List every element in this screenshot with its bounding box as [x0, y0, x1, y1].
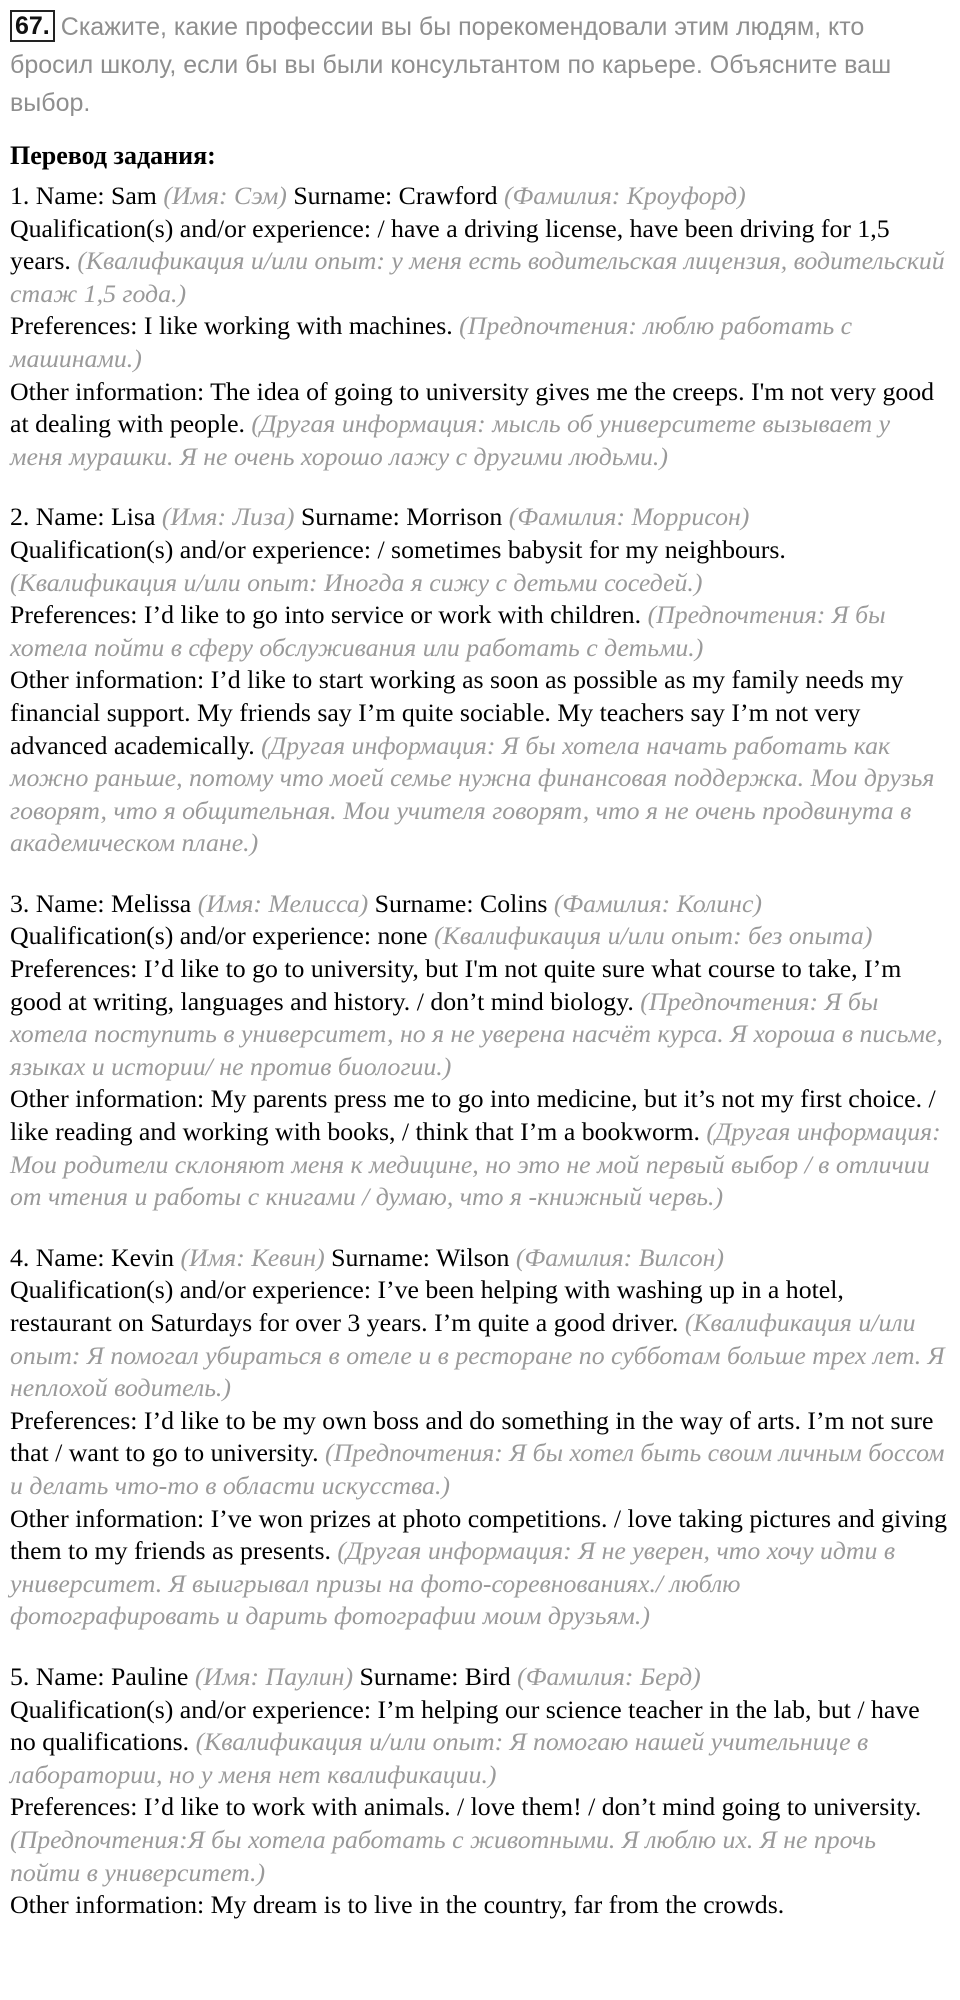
qualification-text: Qualification(s) and/or experience: I’ve been helping with washing up in a hotel, restaurant on Saturdays for over 3 years. I’m quite a good driver. — [10, 1275, 844, 1337]
other-info-text: Other information: My parents press me to go into medicine, but it’s not my first choice. / like reading and working with books, / think that I’m a bookworm. — [10, 1084, 936, 1147]
name-label: 2. Name: Lisa — [10, 502, 162, 532]
surname-translation: (Фамилия: Моррисон) — [508, 502, 750, 532]
preferences-translation: (Предпочтения: Я бы хотела пойти в сферу обслуживания или работать с детьми.) — [10, 600, 886, 662]
qualification-line — [10, 920, 952, 953]
name-line — [10, 888, 952, 921]
qualification-translation: (Квалификация и/или опыт: без опыта) — [434, 921, 873, 951]
other-info-translation: (Другая информация: Мои родители склоняют меня к медицине, но это не мой первый выбор / в отличии от чтения и работы с книгами / думаю, что я -книжный червь.) — [10, 1117, 941, 1212]
qualification-translation: (Квалификация и/или опыт: у меня есть водительская лицензия, водительский стаж 1,5 года.) — [10, 246, 945, 308]
name-translation: (Имя: Паулин) — [194, 1661, 354, 1691]
task-number: 67. — [10, 10, 55, 42]
qualification-line — [10, 1694, 952, 1792]
qualification-translation: (Квалификация и/или опыт: Я помогал убираться в отеле и в ресторане по субботам больше трех лет. Я неплохой водитель.) — [10, 1308, 945, 1403]
other-info-text: Other information: I’d like to start working as soon as possible as my family needs my financial support. My friends say I’m quite sociable. My teachers say I’m not very advanced academically. — [10, 665, 904, 760]
qualification-text: Qualification(s) and/or experience: / sometimes babysit for my neighbours. — [10, 534, 786, 564]
profile-entry-4 — [10, 1242, 952, 1633]
other-info-translation: (Другая информация: Я бы хотела начать работать как можно раньше, потому что моей семье нужна финансовая поддержка. Мои друзья говорят, что я общительная. Мои учителя говорят, что я не очень продвинута в академическом плане.) — [10, 730, 935, 858]
other-info-text: Other information: The idea of going to university gives me the creeps. I'm not very good at dealing with people. — [10, 376, 935, 439]
name-line — [10, 1661, 952, 1694]
name-translation: (Имя: Сэм) — [163, 181, 287, 210]
task-statement — [10, 8, 952, 122]
qualification-line — [10, 534, 952, 599]
name-line — [10, 1242, 952, 1275]
preferences-translation: (Предпочтения: люблю работать с машинами.) — [10, 311, 853, 373]
name-translation: (Имя: Кевин) — [180, 1242, 325, 1272]
preferences-line — [10, 1405, 952, 1503]
qualification-line — [10, 213, 952, 311]
qualification-text: Qualification(s) and/or experience: none — [10, 921, 435, 951]
qualification-line — [10, 1274, 952, 1404]
other-info-text: Other information: I’ve won prizes at photo competitions. / love taking pictures and giving them to my friends as presents. — [10, 1503, 948, 1566]
preferences-translation: (Предпочтения: Я бы хотел быть своим личным боссом и делать что-то в области искусства.) — [10, 1438, 945, 1500]
qualification-translation: (Квалификация и/или опыт: Я помогаю нашей учительнице в лаборатории, но у меня нет квалификации.) — [10, 1727, 869, 1789]
preferences-line — [10, 310, 952, 375]
surname-label: Surname: Bird — [353, 1661, 518, 1691]
name-label: 4. Name: Kevin — [10, 1242, 181, 1272]
profile-entry-5 — [10, 1661, 952, 1922]
name-label: 3. Name: Melissa — [10, 888, 198, 918]
preferences-text: Preferences: I’d like to work with animals. / love them! / don’t mind going to university. — [10, 1792, 922, 1822]
profile-entry-2 — [10, 501, 952, 860]
surname-translation: (Фамилия: Вилсон) — [515, 1242, 724, 1272]
name-label: 1. Name: Sam — [10, 181, 164, 210]
preferences-text: Preferences: I’d like to be my own boss and do something in the way of arts. I’m not sure that / want to go to university. — [10, 1405, 934, 1468]
name-translation: (Имя: Лиза) — [161, 502, 295, 532]
section-heading: Перевод задания: — [10, 141, 216, 170]
surname-translation: (Фамилия: Берд) — [517, 1661, 701, 1691]
preferences-text: Preferences: I’d like to go to university, but I'm not quite sure what course to take, I’m good at writing, languages and history. / don’t mind biology. — [10, 954, 902, 1016]
name-line — [10, 180, 952, 213]
surname-label: Surname: Colins — [368, 888, 554, 918]
qualification-translation: (Квалификация и/или опыт: Иногда я сижу с детьми соседей.) — [10, 567, 703, 597]
surname-label: Surname: Wilson — [324, 1242, 516, 1272]
other-info-line — [10, 1083, 952, 1213]
profile-entry-1 — [10, 180, 952, 473]
name-line — [10, 501, 952, 534]
other-info-line — [10, 376, 952, 474]
preferences-translation: (Предпочтения: Я бы хотела поступить в университет, но я не уверена насчёт курса. Я хороша в письме, языках и истории/ не против биологии.) — [10, 986, 943, 1081]
preferences-line — [10, 1791, 952, 1889]
task-text: Скажите, какие профессии вы бы порекомендовали этим людям, кто бросил школу, если бы вы были консультантом по карьере. Объясните ваш выбор. — [10, 13, 892, 117]
surname-label: Surname: Morrison — [294, 502, 509, 532]
surname-label: Surname: Crawford — [286, 181, 504, 210]
preferences-text: Preferences: I’d like to go into service or work with children. — [10, 600, 648, 630]
other-info-text: Other information: My dream is to live in the country, far from the crowds. — [10, 1890, 785, 1920]
other-info-translation: (Другая информация: Я не уверен, что хочу идти в университет. Я выигрывал призы на фото-соревнованиях./ люблю фотографировать и дарить фотографии моим друзьям.) — [10, 1536, 896, 1631]
preferences-translation: (Предпочтения:Я бы хотела работать с животными. Я люблю их. Я не прочь пойти в университет.) — [10, 1824, 876, 1887]
name-translation: (Имя: Мелисса) — [197, 888, 369, 918]
preferences-line — [10, 953, 952, 1083]
name-label: 5. Name: Pauline — [10, 1661, 195, 1691]
preferences-line — [10, 599, 952, 664]
profile-entry-3 — [10, 888, 952, 1214]
qualification-text: Qualification(s) and/or experience: / have a driving license, have been driving for 1,5 years. — [10, 213, 890, 276]
surname-translation: (Фамилия: Колинс) — [553, 888, 762, 918]
other-info-line — [10, 1889, 952, 1922]
preferences-text: Preferences: I like working with machines. — [10, 311, 460, 341]
qualification-text: Qualification(s) and/or experience: I’m helping our science teacher in the lab, but / have no qualifications. — [10, 1694, 920, 1757]
other-info-translation: (Другая информация: мысль об университете вызывает у меня мурашки. Я не очень хорошо лажу с другими людьми.) — [10, 409, 891, 471]
surname-translation: (Фамилия: Кроуфорд) — [503, 181, 746, 210]
other-info-line — [10, 1503, 952, 1633]
other-info-line — [10, 664, 952, 860]
